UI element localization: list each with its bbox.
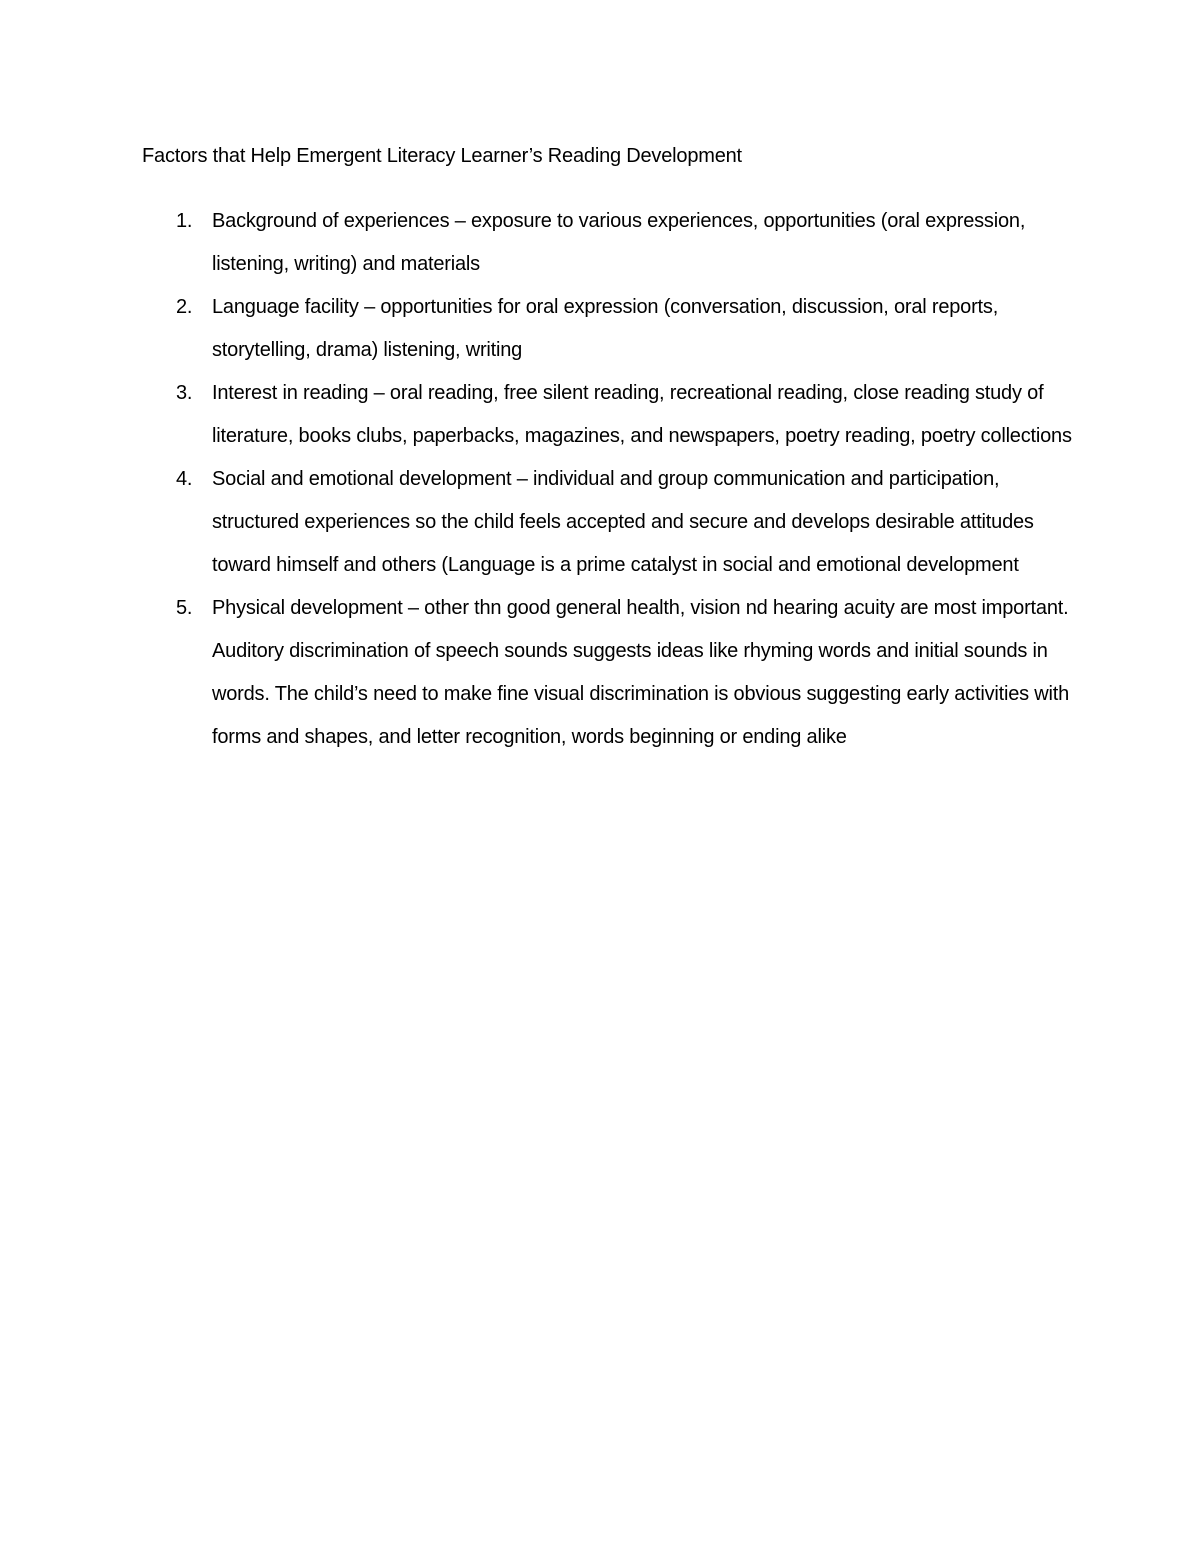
list-item-text: Interest in reading – oral reading, free silent reading, recreational reading, close reading study of literature, books clubs, paperbacks, magazines, and newspapers, poetry reading, poetry collections [212,382,1072,447]
factors-list [142,200,1072,759]
list-item-number: 3. [176,382,193,404]
list-item-number: 4. [176,468,193,490]
list-item [142,286,1072,372]
list-item-text: Language facility – opportunities for oral expression (conversation, discussion, oral reports, storytelling, drama) listening, writing [212,296,999,361]
list-item-text: Background of experiences – exposure to various experiences, opportunities (oral expression, listening, writing) and materials [212,210,1026,275]
document-title: Factors that Help Emergent Literacy Learner’s Reading Development [142,145,742,167]
list-item-number: 1. [176,210,193,232]
list-item-text: Social and emotional development – individual and group communication and participation, structured experiences so the child feels accepted and secure and develops desirable attitudes toward himself and others (Language is a prime catalyst in social and emotional development [212,468,1034,576]
list-item [142,458,1072,587]
list-item-number: 2. [176,296,193,318]
list-item [142,372,1072,458]
list-item-number: 5. [176,597,193,619]
list-item [142,200,1072,286]
list-item-text: Physical development – other thn good general health, vision nd hearing acuity are most important. Auditory discrimination of speech sounds suggests ideas like rhyming words and initial sounds in words. The child’s need to make fine visual discrimination is obvious suggesting early activities with forms and shapes, and letter recognition, words beginning or ending alike [212,597,1070,748]
list-item [142,587,1072,759]
